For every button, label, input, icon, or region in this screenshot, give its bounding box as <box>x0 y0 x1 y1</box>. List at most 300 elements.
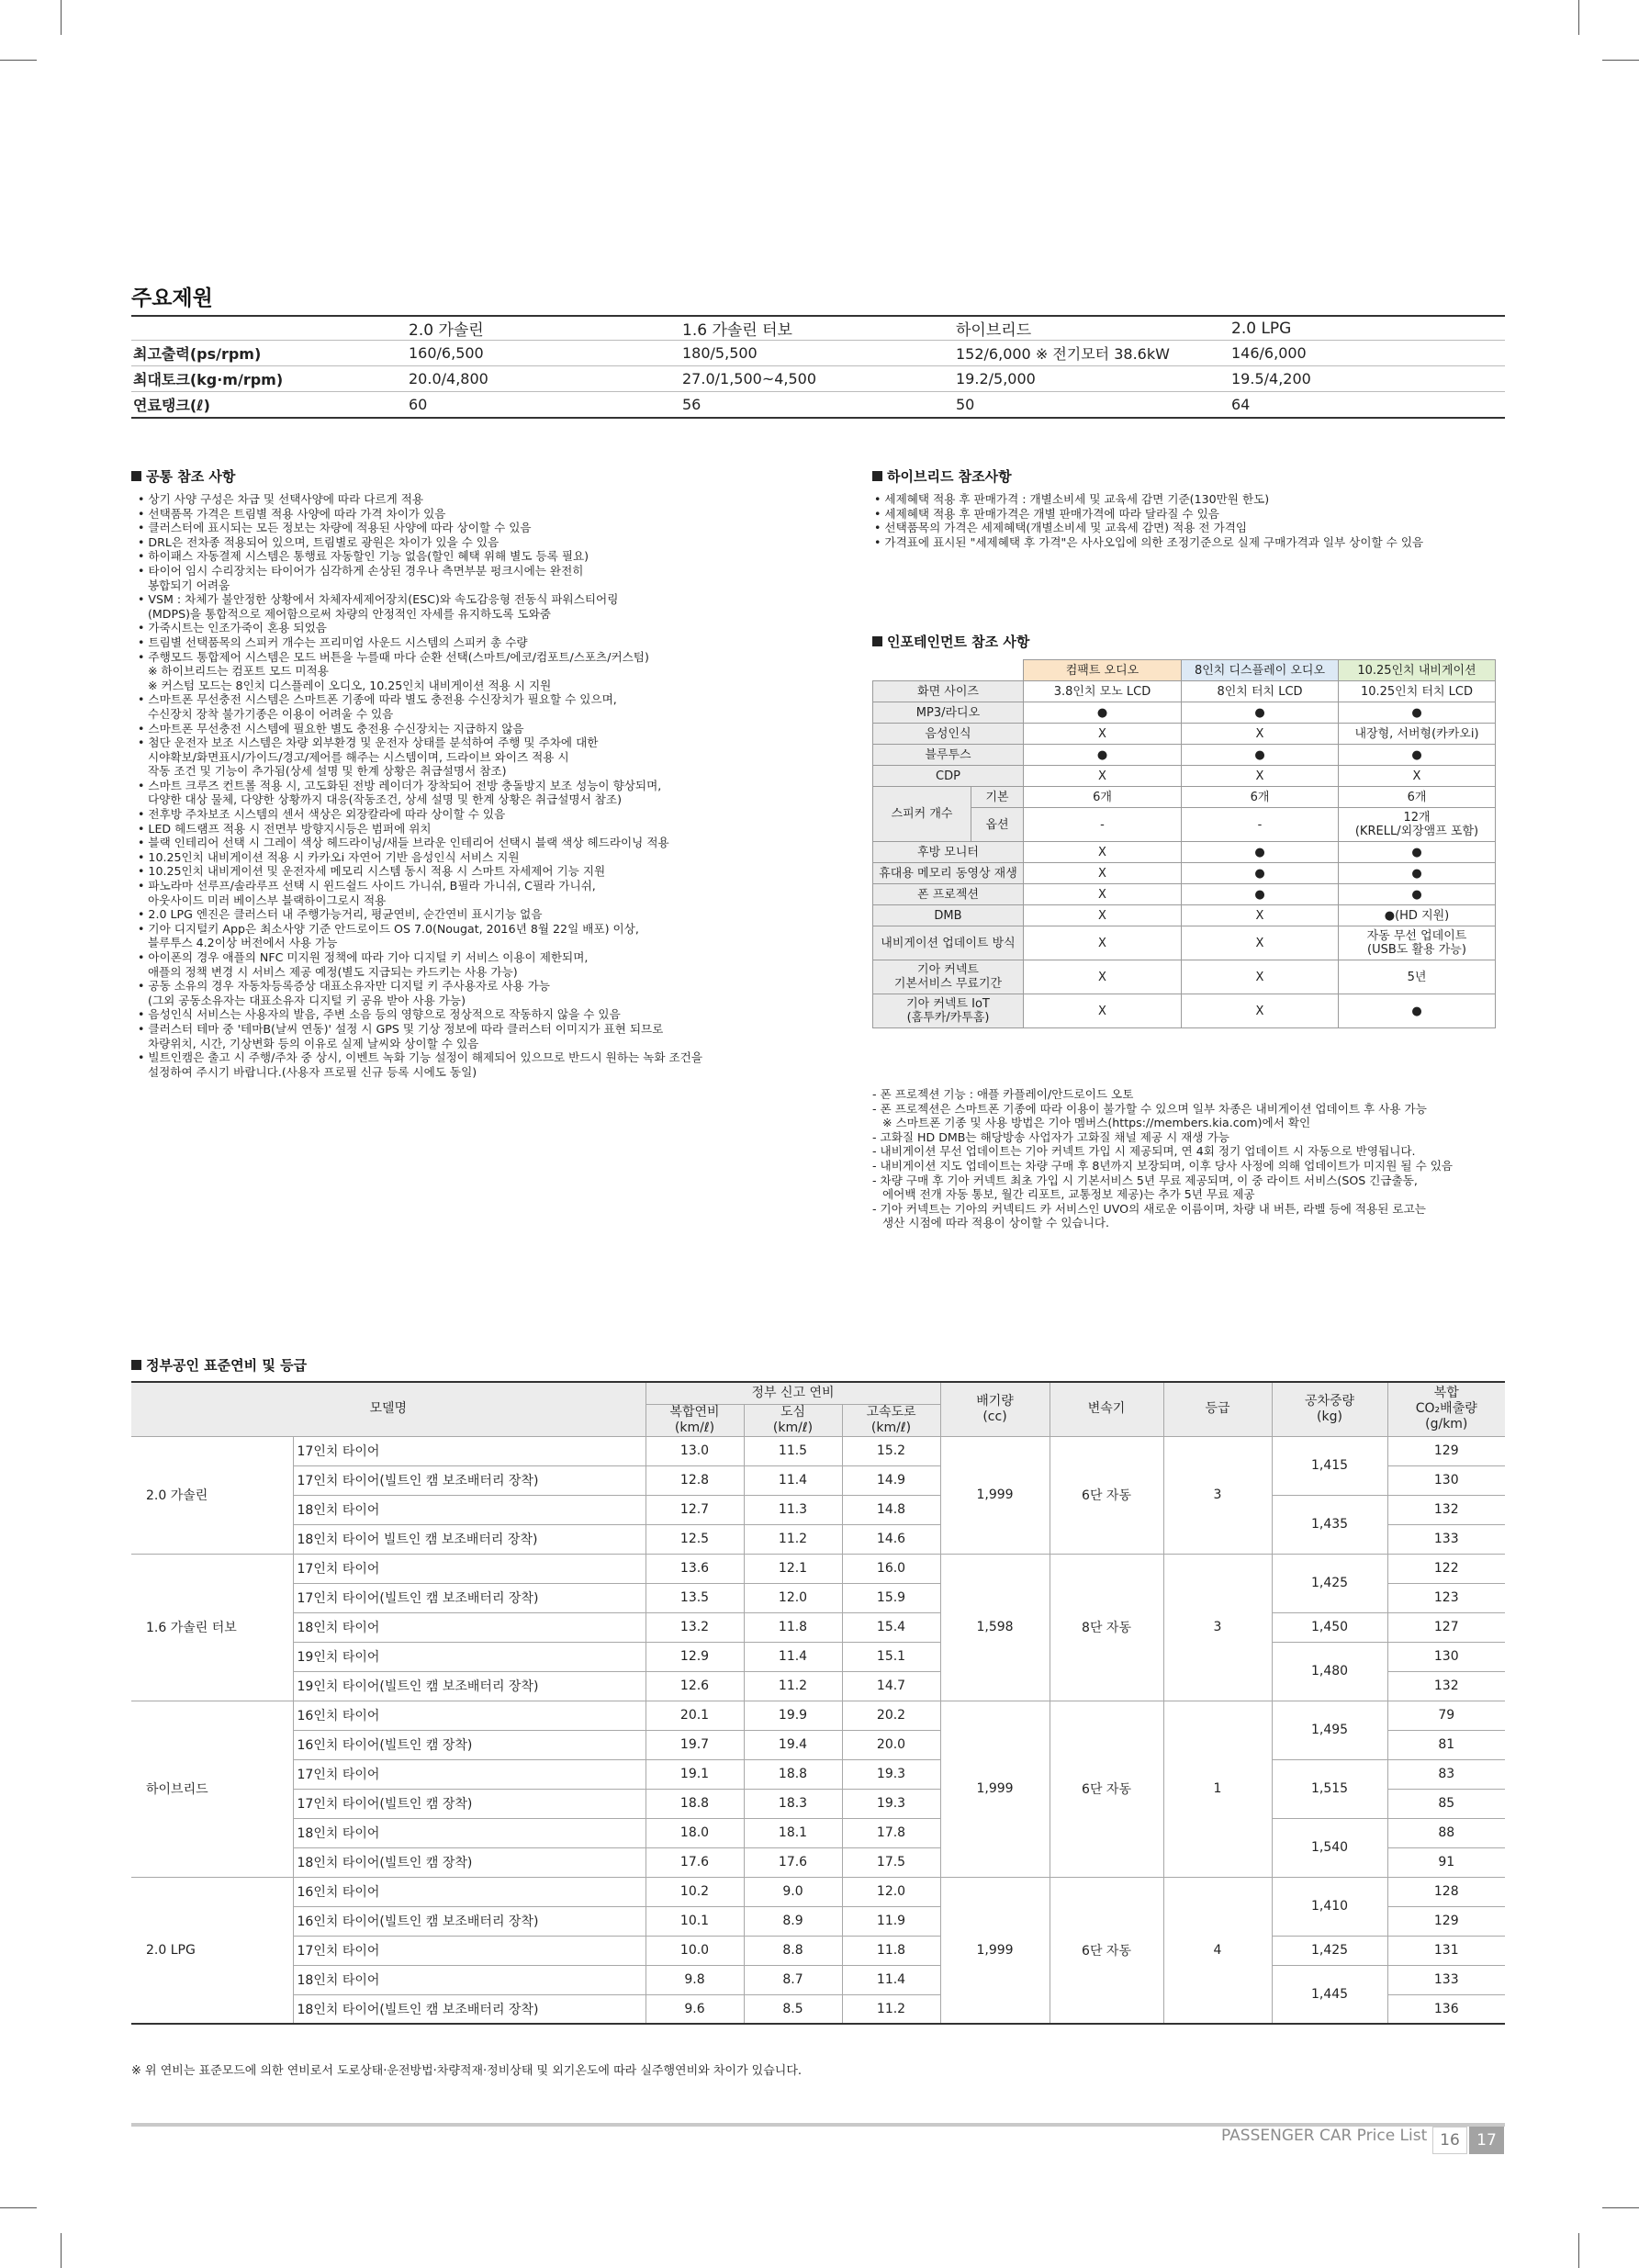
efficiency-fuel-value: 8.9 <box>744 1906 842 1936</box>
efficiency-weight: 1,415 <box>1272 1436 1387 1495</box>
efficiency-fuel-value: 11.3 <box>744 1495 842 1524</box>
hybrid-notes-list <box>874 492 1423 549</box>
efficiency-weight: 1,425 <box>1272 1554 1387 1612</box>
efficiency-grade: 3 <box>1163 1436 1272 1554</box>
note-line: • 파노라마 선루프/솔라루프 선택 시 윈드쉴드 사이드 가니쉬, B필라 가니쉬, C필라 가니쉬, <box>138 879 596 893</box>
efficiency-fuel-value: 12.8 <box>645 1465 744 1495</box>
efficiency-co2: 133 <box>1387 1965 1505 1994</box>
efficiency-fuel-value: 11.2 <box>842 1994 940 2024</box>
efficiency-displacement: 1,999 <box>940 1701 1050 1877</box>
infotainment-row-label: 음성인식 <box>873 724 1024 745</box>
infotainment-cell: - <box>1182 808 1339 842</box>
efficiency-fuel-value: 15.1 <box>842 1642 940 1671</box>
efficiency-fuel-value: 12.9 <box>645 1642 744 1671</box>
infotainment-cell: 10.25인치 터치 LCD <box>1339 681 1496 702</box>
efficiency-fuel-value: 12.6 <box>645 1671 744 1701</box>
infotainment-row-label: 폰 프로젝션 <box>873 884 1024 905</box>
infotainment-cell: X <box>1182 724 1339 745</box>
note-line: • 트림별 선택품목의 스피커 개수는 프리미엄 사운드 시스템의 스피커 총 수량 <box>138 634 528 649</box>
efficiency-model-name: 18인치 타이어 <box>293 1612 645 1642</box>
infotainment-cell: X <box>1182 960 1339 994</box>
hybrid-notes-heading <box>872 466 1012 486</box>
note-line: • 클러스터 테마 중 '테마B(날씨 연동)' 설정 시 GPS 및 기상 정보에 따라 클러스터 이미지가 표현 되므로 <box>138 1021 664 1036</box>
square-bullet-icon <box>872 636 882 646</box>
efficiency-co2: 132 <box>1387 1495 1505 1524</box>
note-line: • VSM : 차체가 불안정한 상황에서 차체자세제어장치(ESC)와 속도감응형 전동식 파워스티어링 <box>138 592 619 607</box>
efficiency-model-name: 16인치 타이어 <box>293 1877 645 1906</box>
spec-header-cell: 하이브리드 <box>954 316 1229 341</box>
infotainment-notes-list <box>872 1087 1453 1230</box>
efficiency-fuel-value: 9.8 <box>645 1965 744 1994</box>
efficiency-fuel-value: 19.1 <box>645 1759 744 1789</box>
efficiency-fuel-value: 11.9 <box>842 1906 940 1936</box>
note-line: - 내비게이션 지도 업데이트는 차량 구매 후 8년까지 보장되며, 이후 당사 사정에 의해 업데이트가 미지원 될 수 있음 <box>872 1158 1454 1173</box>
infotainment-cell: - <box>1024 808 1182 842</box>
note-line: - 폰 프로젝션은 스마트폰 기종에 따라 이용이 불가할 수 있으며 일부 차종은 내비게이션 업데이트 후 사용 가능 <box>872 1101 1427 1116</box>
efficiency-title: 정부공인 표준연비 및 등급 <box>146 1357 308 1374</box>
efficiency-model-name: 16인치 타이어(빌트인 캠 장착) <box>293 1730 645 1759</box>
efficiency-header-weight: 공차중량 (kg) <box>1272 1382 1387 1436</box>
efficiency-fuel-value: 12.0 <box>842 1877 940 1906</box>
crop-mark <box>1602 2207 1639 2208</box>
efficiency-weight: 1,515 <box>1272 1759 1387 1818</box>
efficiency-model-name: 17인치 타이어 <box>293 1554 645 1583</box>
efficiency-fuel-value: 11.4 <box>842 1965 940 1994</box>
note-line: • 10.25인치 내비게이션 적용 시 카카오i 자연어 기반 음성인식 서비스 지원 <box>138 849 520 864</box>
efficiency-co2: 85 <box>1387 1789 1505 1818</box>
infotainment-row <box>873 905 1496 926</box>
note-line: • 음성인식 서비스는 사용자의 발음, 주변 소음 등의 영향으로 정상적으로 작동하지 않을 수 있음 <box>138 1007 621 1022</box>
infotainment-cell: X <box>1024 842 1182 863</box>
efficiency-fuel-value: 11.2 <box>744 1671 842 1701</box>
efficiency-weight: 1,425 <box>1272 1936 1387 1965</box>
efficiency-model-name: 18인치 타이어(빌트인 캠 장착) <box>293 1847 645 1877</box>
infotainment-cell: ● <box>1024 745 1182 766</box>
efficiency-co2: 123 <box>1387 1583 1505 1612</box>
infotainment-cell: 6개 <box>1182 787 1339 808</box>
spec-header-cell: 2.0 LPG <box>1229 316 1505 341</box>
efficiency-fuel-value: 10.1 <box>645 1906 744 1936</box>
infotainment-cell: ● <box>1339 702 1496 724</box>
efficiency-weight: 1,435 <box>1272 1495 1387 1554</box>
spec-cell: 160/6,500 <box>407 341 680 366</box>
spec-cell: 146/6,000 <box>1229 341 1505 366</box>
efficiency-fuel-value: 17.5 <box>842 1847 940 1877</box>
infotainment-row <box>873 842 1496 863</box>
note-line: 시야확보/화면표시/가이드/경고/제어를 해주는 시스템이며, 드라이브 와이즈 적용 시 <box>148 749 569 764</box>
infotainment-cell: X <box>1024 905 1182 926</box>
note-line: • 블랙 인테리어 선택 시 그레이 색상 헤드라이닝/새들 브라운 인테리어 선택시 블랙 색상 헤드라이닝 적용 <box>138 836 669 850</box>
efficiency-group-name: 1.6 가솔린 터보 <box>131 1554 293 1701</box>
efficiency-model-name: 17인치 타이어(빌트인 캠 장착) <box>293 1789 645 1818</box>
infotainment-row <box>873 884 1496 905</box>
note-line: 생산 시점에 따라 적용이 상이할 수 있습니다. <box>882 1216 1110 1230</box>
table-row <box>131 1642 1505 1671</box>
efficiency-group-name: 하이브리드 <box>131 1701 293 1877</box>
efficiency-fuel-value: 12.7 <box>645 1495 744 1524</box>
note-line: • DRL은 전차종 적용되어 있으며, 트림별로 광원은 차이가 있을 수 있음 <box>138 534 500 549</box>
infotainment-row-label: 기아 커넥트 IoT (홈투카/카투홈) <box>873 994 1024 1028</box>
infotainment-row-label: 스피커 개수 <box>873 787 971 842</box>
efficiency-fuel-value: 14.7 <box>842 1671 940 1701</box>
note-line: - 기아 커넥트는 기아의 커넥티드 카 서비스인 UVO의 새로운 이름이며, 차량 내 버튼, 라벨 등에 적용된 로고는 <box>872 1201 1426 1216</box>
note-line: ※ 스마트폰 기종 및 사용 방법은 기아 멤버스(https://members.kia.com)에서 확인 <box>882 1116 1311 1130</box>
note-line: 애플의 정책 변경 시 서비스 제공 예정(별도 지급되는 카드키는 사용 가능) <box>148 964 518 979</box>
note-line: 블루투스 4.2이상 버전에서 사용 가능 <box>148 936 338 950</box>
efficiency-footnote: ※ 위 연비는 표준모드에 의한 연비로서 도로상태·운전방법·차량적재·정비상태 및 외기온도에 따라 실주행연비와 차이가 있습니다. <box>131 2064 803 2078</box>
infotainment-cell: X <box>1024 994 1182 1028</box>
efficiency-co2: 81 <box>1387 1730 1505 1759</box>
spec-header-row <box>131 316 1505 341</box>
efficiency-weight: 1,495 <box>1272 1701 1387 1759</box>
efficiency-fuel-value: 16.0 <box>842 1554 940 1583</box>
efficiency-model-name: 17인치 타이어(빌트인 캠 보조배터리 장착) <box>293 1583 645 1612</box>
infotainment-cell: ● <box>1182 702 1339 724</box>
infotainment-cell: ● <box>1339 745 1496 766</box>
note-line: • 상기 사양 구성은 차급 및 선택사양에 따라 다르게 적용 <box>138 492 424 506</box>
infotainment-cell: ● <box>1024 702 1182 724</box>
efficiency-co2: 133 <box>1387 1524 1505 1554</box>
efficiency-co2: 122 <box>1387 1554 1505 1583</box>
infotainment-row <box>873 745 1496 766</box>
efficiency-fuel-value: 18.1 <box>744 1818 842 1847</box>
infotainment-cell: X <box>1024 863 1182 884</box>
note-line: • 세제혜택 적용 후 판매가격 : 개별소비세 및 교육세 감면 기준(130만원 한도) <box>874 492 1270 506</box>
note-line: • 가죽시트는 인조가죽이 혼용 되었음 <box>138 621 327 635</box>
spec-title: 주요제원 <box>131 286 213 310</box>
efficiency-fuel-value: 13.0 <box>645 1436 744 1465</box>
table-row <box>131 1701 1505 1730</box>
efficiency-displacement: 1,999 <box>940 1877 1050 2024</box>
infotainment-cell: X <box>1024 926 1182 960</box>
note-line: • 아이폰의 경우 애플의 NFC 미지원 정책에 따라 기아 디지털 키 서비스 이용이 제한되며, <box>138 950 589 964</box>
efficiency-fuel-value: 12.1 <box>744 1554 842 1583</box>
infotainment-header-navi: 10.25인치 내비게이션 <box>1339 660 1496 681</box>
infotainment-row-label: 내비게이션 업데이트 방식 <box>873 926 1024 960</box>
note-line: • 가격표에 표시된 "세제혜택 후 가격"은 사사오입에 의한 조정기준으로 실제 구매가격과 일부 상이할 수 있음 <box>874 534 1424 549</box>
efficiency-transmission: 6단 자동 <box>1050 1877 1163 2024</box>
crop-mark <box>0 60 37 61</box>
spec-row <box>131 366 1505 392</box>
note-line: - 차량 구매 후 기아 커넥트 최초 가입 시 기본서비스 5년 무료 제공되며, 이 중 라이트 서비스(SOS 긴급출동, <box>872 1173 1418 1187</box>
infotainment-row <box>873 766 1496 787</box>
efficiency-weight: 1,540 <box>1272 1818 1387 1877</box>
efficiency-co2: 91 <box>1387 1847 1505 1877</box>
efficiency-fuel-value: 14.8 <box>842 1495 940 1524</box>
infotainment-cell: 5년 <box>1339 960 1496 994</box>
efficiency-table <box>131 1381 1505 2025</box>
hybrid-notes-title: 하이브리드 참조사항 <box>887 468 1012 485</box>
table-row <box>131 1554 1505 1583</box>
common-notes-heading <box>131 466 235 486</box>
infotainment-row-label: DMB <box>873 905 1024 926</box>
spec-header-cell <box>131 316 407 341</box>
spec-row <box>131 341 1505 366</box>
efficiency-co2: 129 <box>1387 1906 1505 1936</box>
crop-mark <box>1602 60 1639 61</box>
efficiency-transmission: 6단 자동 <box>1050 1701 1163 1877</box>
efficiency-fuel-value: 13.5 <box>645 1583 744 1612</box>
table-row <box>131 1495 1505 1524</box>
efficiency-header-co2: 복합 CO₂배출량 (g/km) <box>1387 1382 1505 1436</box>
efficiency-co2: 136 <box>1387 1994 1505 2024</box>
efficiency-fuel-value: 11.8 <box>842 1936 940 1965</box>
efficiency-co2: 130 <box>1387 1642 1505 1671</box>
infotainment-cell: X <box>1024 960 1182 994</box>
crop-mark <box>61 0 62 35</box>
efficiency-fuel-value: 9.6 <box>645 1994 744 2024</box>
efficiency-fuel-value: 11.8 <box>744 1612 842 1642</box>
efficiency-co2: 130 <box>1387 1465 1505 1495</box>
efficiency-fuel-value: 11.4 <box>744 1642 842 1671</box>
infotainment-cell: 6개 <box>1339 787 1496 808</box>
infotainment-cell: 자동 무선 업데이트 (USB도 활용 가능) <box>1339 926 1496 960</box>
spec-cell: 20.0/4,800 <box>407 366 680 392</box>
note-line: • 하이패스 자동결제 시스템은 통행료 자동할인 기능 없음(할인 혜택 위해 별도 등록 필요) <box>138 549 589 564</box>
infotainment-row-sublabel: 기본 <box>971 787 1024 808</box>
efficiency-model-name: 19인치 타이어(빌트인 캠 보조배터리 장착) <box>293 1671 645 1701</box>
efficiency-model-name: 18인치 타이어 <box>293 1818 645 1847</box>
efficiency-fuel-value: 12.0 <box>744 1583 842 1612</box>
note-line: 설정하여 주시기 바랍니다.(사용자 프로필 신규 등록 시에도 동일) <box>148 1064 477 1079</box>
efficiency-fuel-value: 13.2 <box>645 1612 744 1642</box>
efficiency-grade: 1 <box>1163 1701 1272 1877</box>
efficiency-model-name: 19인치 타이어 <box>293 1642 645 1671</box>
efficiency-fuel-value: 11.4 <box>744 1465 842 1495</box>
note-line: 수신장치 장착 불가기종은 이용이 어려울 수 있음 <box>148 706 394 721</box>
spec-cell: 56 <box>682 395 702 413</box>
efficiency-fuel-value: 15.2 <box>842 1436 940 1465</box>
infotainment-title: 인포테인먼트 참조 사항 <box>887 634 1030 650</box>
efficiency-co2: 128 <box>1387 1877 1505 1906</box>
note-line: - 내비게이션 무선 업데이트는 기아 커넥트 가입 시 제공되며, 연 4회 정기 업데이트 시 자동으로 반영됩니다. <box>872 1144 1416 1159</box>
infotainment-row <box>873 787 1496 808</box>
infotainment-cell: X <box>1182 766 1339 787</box>
table-row <box>131 1965 1505 1994</box>
infotainment-corner <box>873 660 1024 681</box>
infotainment-table <box>872 659 1496 1028</box>
infotainment-cell: 6개 <box>1024 787 1182 808</box>
infotainment-header-compact: 컴팩트 오디오 <box>1024 660 1182 681</box>
efficiency-co2: 88 <box>1387 1818 1505 1847</box>
efficiency-fuel-value: 17.6 <box>744 1847 842 1877</box>
infotainment-cell: X <box>1024 766 1182 787</box>
spec-row-label: 최고출력(ps/rpm) <box>131 341 407 366</box>
efficiency-fuel-value: 19.3 <box>842 1789 940 1818</box>
infotainment-cell: X <box>1182 926 1339 960</box>
infotainment-row <box>873 724 1496 745</box>
efficiency-header-city: 도심 (km/ℓ) <box>744 1404 842 1436</box>
efficiency-fuel-value: 12.5 <box>645 1524 744 1554</box>
infotainment-cell: ● <box>1182 842 1339 863</box>
note-line: • 스마트 크루즈 컨트롤 적용 시, 고도화된 전방 레이더가 장착되어 전방 충돌방지 보조 성능이 향상되며, <box>138 778 662 792</box>
spec-cell: 180/5,500 <box>680 341 954 366</box>
spec-cell: 19.5/4,200 <box>1229 366 1505 392</box>
efficiency-fuel-value: 15.9 <box>842 1583 940 1612</box>
note-line: • 선택품목 가격은 트림별 적용 사양에 따라 가격 차이가 있음 <box>138 506 446 521</box>
efficiency-fuel-value: 11.5 <box>744 1436 842 1465</box>
efficiency-model-name: 17인치 타이어 <box>293 1936 645 1965</box>
efficiency-fuel-value: 17.6 <box>645 1847 744 1877</box>
efficiency-weight: 1,450 <box>1272 1612 1387 1642</box>
infotainment-row-label: 블루투스 <box>873 745 1024 766</box>
spec-row-label: 최대토크(kg·m/rpm) <box>131 366 407 392</box>
efficiency-model-name: 16인치 타이어 <box>293 1701 645 1730</box>
note-line: 다양한 대상 물체, 다양한 상황까지 대응(작동조건, 상세 설명 및 한계 상황은 취급설명서 참조) <box>148 792 622 807</box>
efficiency-fuel-value: 20.0 <box>842 1730 940 1759</box>
efficiency-model-name: 17인치 타이어(빌트인 캠 보조배터리 장착) <box>293 1465 645 1495</box>
efficiency-fuel-value: 13.6 <box>645 1554 744 1583</box>
efficiency-displacement: 1,999 <box>940 1436 1050 1554</box>
infotainment-header-display: 8인치 디스플레이 오디오 <box>1182 660 1339 681</box>
infotainment-row-label: CDP <box>873 766 1024 787</box>
infotainment-row-label: 휴대용 메모리 동영상 재생 <box>873 863 1024 884</box>
spec-row-label: 연료탱크(ℓ) <box>133 396 210 414</box>
infotainment-cell: X <box>1024 724 1182 745</box>
efficiency-heading <box>131 1355 307 1375</box>
efficiency-grade: 3 <box>1163 1554 1272 1701</box>
note-line: • 2.0 LPG 엔진은 클러스터 내 주행가능거리, 평균연비, 순간연비 표시기능 없음 <box>138 907 543 922</box>
spec-header-cell: 2.0 가솔린 <box>407 316 680 341</box>
crop-mark <box>61 2233 62 2268</box>
efficiency-fuel-value: 18.8 <box>744 1759 842 1789</box>
table-row <box>131 1612 1505 1642</box>
efficiency-header-group: 정부 신고 연비 <box>645 1382 940 1404</box>
efficiency-weight: 1,480 <box>1272 1642 1387 1701</box>
note-line: ※ 하이브리드는 컴포트 모드 미적용 <box>148 664 329 679</box>
infotainment-cell: ● <box>1182 884 1339 905</box>
spec-table <box>131 315 1505 419</box>
note-line: • 세제혜택 적용 후 판매가격은 개별 판매가격에 따라 달라질 수 있음 <box>874 506 1219 521</box>
crop-mark <box>0 2207 37 2208</box>
efficiency-model-name: 18인치 타이어 빌트인 캠 보조배터리 장착) <box>293 1524 645 1554</box>
efficiency-model-name: 18인치 타이어 <box>293 1965 645 1994</box>
note-line: • 타이어 임시 수리장치는 타이어가 심각하게 손상된 경우나 측면부분 펑크시에는 완전히 <box>138 563 584 578</box>
infotainment-cell: ● <box>1339 842 1496 863</box>
efficiency-header-highway: 고속도로 (km/ℓ) <box>842 1404 940 1436</box>
efficiency-grade: 4 <box>1163 1877 1272 2024</box>
infotainment-cell: X <box>1339 766 1496 787</box>
infotainment-cell: ● <box>1182 863 1339 884</box>
note-line: • 전후방 주차보조 시스템의 센서 색상은 외장칼라에 따라 상이할 수 있음 <box>138 807 506 822</box>
note-line: - 폰 프로젝션 기능 : 애플 카플레이/안드로이드 오토 <box>872 1087 1134 1101</box>
efficiency-model-name: 16인치 타이어(빌트인 캠 보조배터리 장착) <box>293 1906 645 1936</box>
note-line: • 빌트인캠은 출고 시 주행/주차 중 상시, 이벤트 녹화 기능 설정이 해제되어 있으므로 반드시 원하는 녹화 조건을 <box>138 1050 703 1065</box>
efficiency-model-name: 18인치 타이어 <box>293 1495 645 1524</box>
efficiency-header-displacement: 배기량 (cc) <box>940 1382 1050 1436</box>
square-bullet-icon <box>131 1360 141 1370</box>
note-line: • 스마트폰 무선충전 시스템은 스마트폰 기종에 따라 별도 충전용 수신장치가 필요할 수 있으며, <box>138 692 617 707</box>
note-line: ※ 커스텀 모드는 8인치 디스플레이 오디오, 10.25인치 내비게이션 적용 시 지원 <box>148 678 552 692</box>
spec-header-cell: 1.6 가솔린 터보 <box>680 316 954 341</box>
note-line: 에어백 전개 자동 통보, 월간 리포트, 교통정보 제공)는 추가 5년 무료 제공 <box>882 1187 1255 1202</box>
efficiency-co2: 129 <box>1387 1436 1505 1465</box>
spec-row <box>131 392 1505 418</box>
efficiency-fuel-value: 10.0 <box>645 1936 744 1965</box>
infotainment-cell: ● <box>1182 745 1339 766</box>
efficiency-weight: 1,445 <box>1272 1965 1387 2024</box>
infotainment-row-sublabel: 옵션 <box>971 808 1024 842</box>
note-line: 아웃사이드 미러 베이스부 블랙하이그로시 적용 <box>148 893 387 907</box>
efficiency-displacement: 1,598 <box>940 1554 1050 1701</box>
note-line: • 주행모드 통합제어 시스템은 모드 버튼을 누를때 마다 순환 선택(스마트/에코/컴포트/스포츠/커스텀) <box>138 649 649 664</box>
infotainment-row <box>873 681 1496 702</box>
efficiency-fuel-value: 17.8 <box>842 1818 940 1847</box>
efficiency-co2: 79 <box>1387 1701 1505 1730</box>
note-line: 봉합되기 어려움 <box>148 578 230 592</box>
efficiency-fuel-value: 19.3 <box>842 1759 940 1789</box>
infotainment-heading <box>872 632 1029 651</box>
efficiency-fuel-value: 20.1 <box>645 1701 744 1730</box>
efficiency-fuel-value: 14.6 <box>842 1524 940 1554</box>
note-line: • 공동 소유의 경우 자동차등록증상 대표소유자만 디지털 키 주사용자로 사용 가능 <box>138 979 550 994</box>
infotainment-cell: ● <box>1339 994 1496 1028</box>
infotainment-cell: X <box>1182 994 1339 1028</box>
efficiency-fuel-value: 18.3 <box>744 1789 842 1818</box>
efficiency-group-name: 2.0 LPG <box>131 1877 293 2024</box>
note-line: • 10.25인치 내비게이션 및 운전자세 메모리 시스템 동시 적용 시 스마트 자세제어 기능 지원 <box>138 864 606 879</box>
efficiency-fuel-value: 9.0 <box>744 1877 842 1906</box>
note-line: • 스마트폰 무선충전 시스템에 필요한 별도 충전용 수신장치는 지급하지 않음 <box>138 721 524 735</box>
infotainment-row-label: 화면 사이즈 <box>873 681 1024 702</box>
efficiency-header-combined: 복합연비 (km/ℓ) <box>645 1404 744 1436</box>
crop-mark <box>1578 2233 1579 2268</box>
efficiency-fuel-value: 14.9 <box>842 1465 940 1495</box>
note-line: (그외 공동소유자는 대표소유자 디지털 키 공유 받아 사용 가능) <box>148 993 466 1007</box>
efficiency-fuel-value: 11.2 <box>744 1524 842 1554</box>
infotainment-row <box>873 994 1496 1028</box>
footer-title: PASSENGER CAR Price List <box>1221 2127 1428 2145</box>
efficiency-fuel-value: 18.8 <box>645 1789 744 1818</box>
infotainment-row <box>873 702 1496 724</box>
infotainment-cell: ● <box>1339 884 1496 905</box>
infotainment-cell: ●(HD 지원) <box>1339 905 1496 926</box>
efficiency-header-model: 모델명 <box>131 1382 645 1436</box>
spec-cell: 19.2/5,000 <box>954 366 1229 392</box>
efficiency-model-name: 18인치 타이어(빌트인 캠 보조배터리 장착) <box>293 1994 645 2024</box>
infotainment-cell: 12개 (KRELL/외장앰프 포함) <box>1339 808 1496 842</box>
efficiency-fuel-value: 18.0 <box>645 1818 744 1847</box>
efficiency-fuel-value: 8.7 <box>744 1965 842 1994</box>
efficiency-model-name: 17인치 타이어 <box>293 1436 645 1465</box>
efficiency-co2: 132 <box>1387 1671 1505 1701</box>
infotainment-row <box>873 863 1496 884</box>
table-row <box>131 1877 1505 1906</box>
infotainment-row-label: 기아 커넥트 기본서비스 무료기간 <box>873 960 1024 994</box>
common-notes-list <box>138 492 702 1079</box>
efficiency-fuel-value: 8.8 <box>744 1936 842 1965</box>
efficiency-co2: 131 <box>1387 1936 1505 1965</box>
infotainment-row-label: MP3/라디오 <box>873 702 1024 724</box>
infotainment-cell: 3.8인치 모노 LCD <box>1024 681 1182 702</box>
note-line: 작동 조건 및 기능이 추가됨(상세 설명 및 한계 상황은 취급설명서 참조) <box>148 764 507 779</box>
spec-cell: 64 <box>1231 395 1251 413</box>
table-row <box>131 1818 1505 1847</box>
crop-mark <box>1578 0 1579 35</box>
spec-cell: 27.0/1,500~4,500 <box>680 366 954 392</box>
infotainment-cell: X <box>1182 905 1339 926</box>
square-bullet-icon <box>872 471 882 481</box>
efficiency-fuel-value: 19.9 <box>744 1701 842 1730</box>
infotainment-row <box>873 926 1496 960</box>
note-line: • LED 헤드램프 적용 시 전면부 방향지시등은 범퍼에 위치 <box>138 821 432 836</box>
efficiency-fuel-value: 8.5 <box>744 1994 842 2024</box>
square-bullet-icon <box>131 471 141 481</box>
efficiency-transmission: 6단 자동 <box>1050 1436 1163 1554</box>
table-row <box>131 1759 1505 1789</box>
efficiency-group-name: 2.0 가솔린 <box>131 1436 293 1554</box>
infotainment-row <box>873 960 1496 994</box>
